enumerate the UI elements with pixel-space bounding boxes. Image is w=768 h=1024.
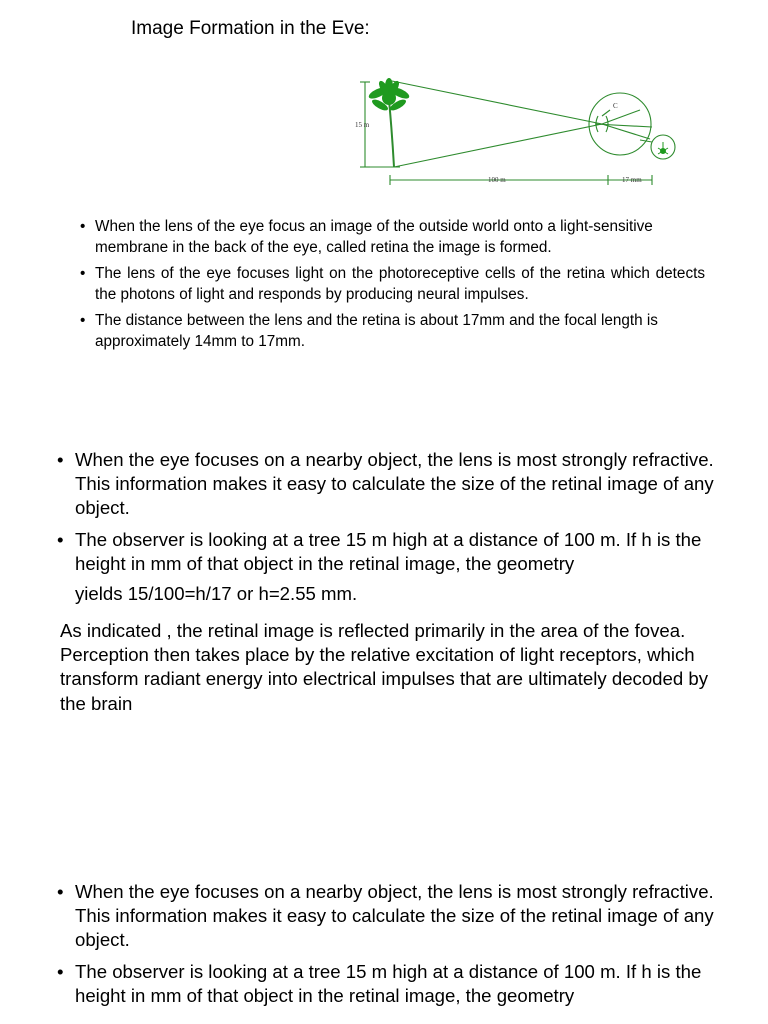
list-item-text-continued: yields 15/100=h/17 or h=2.55 mm. bbox=[75, 583, 358, 605]
center-label: C bbox=[613, 102, 618, 110]
bullet: • bbox=[80, 265, 86, 282]
bullet: • bbox=[57, 960, 64, 982]
distance-label: 100 m bbox=[488, 176, 506, 184]
ray-top bbox=[392, 81, 602, 124]
focal-label: 17 mm bbox=[622, 176, 642, 184]
list-item-text: The observer is looking at a tree 15 m high at a distance of 100 m. If h is the height in mm of that object in the retinal image, the geometry bbox=[75, 960, 702, 1006]
bullet: • bbox=[57, 528, 64, 550]
list-item bbox=[80, 264, 705, 305]
list-item-text: When the eye focuses on a nearby object, the lens is most strongly refractive. This information makes it easy to calculate the size of the retinal image of any object. bbox=[75, 881, 714, 951]
eye-diagram bbox=[340, 72, 690, 197]
list-item bbox=[57, 880, 717, 953]
list-item-text: The observer is looking at a tree 15 m high at a distance of 100 m. If h is the height in mm of that object in the retinal image, the geometry bbox=[75, 528, 702, 574]
list-item bbox=[57, 448, 717, 521]
tree-height-label: 15 m bbox=[355, 121, 370, 129]
small-bullet-list bbox=[80, 217, 705, 352]
list-item-text: When the eye focuses on a nearby object, the lens is most strongly refractive. This information makes it easy to calculate the size of the retinal image of any object. bbox=[75, 449, 714, 519]
list-item-text: The lens of the eye focuses light on the photoreceptive cells of the retina which detects the photons of light and responds by producing neural impulses. bbox=[95, 265, 705, 303]
large-bullet-list bbox=[57, 448, 717, 606]
list-item bbox=[57, 528, 717, 607]
list-item bbox=[80, 217, 705, 258]
bullet: • bbox=[80, 312, 86, 329]
list-item-text: The distance between the lens and the retina is about 17mm and the focal length is approximately 14mm to 17mm. bbox=[95, 312, 658, 350]
body-paragraph: As indicated , the retinal image is reflected primarily in the area of the fovea. Perception then takes place by the relative excitation of light receptors, which transform radiant energy into electrical impulses that are ultimately decoded by the brain bbox=[60, 620, 709, 714]
bullet: • bbox=[80, 218, 86, 235]
page-title: Image Formation in the Eve: bbox=[131, 18, 370, 39]
list-item bbox=[80, 311, 705, 352]
list-item-text: When the lens of the eye focus an image of the outside world onto a light-sensitive membrane in the back of the eye, called retina the image is formed. bbox=[95, 218, 653, 256]
repeated-bullet-list bbox=[57, 880, 717, 1008]
list-item bbox=[57, 960, 717, 1008]
bullet: • bbox=[57, 881, 64, 902]
bullet: • bbox=[57, 449, 64, 470]
retinal-image-tree bbox=[658, 142, 668, 154]
ray-bottom bbox=[394, 124, 602, 167]
